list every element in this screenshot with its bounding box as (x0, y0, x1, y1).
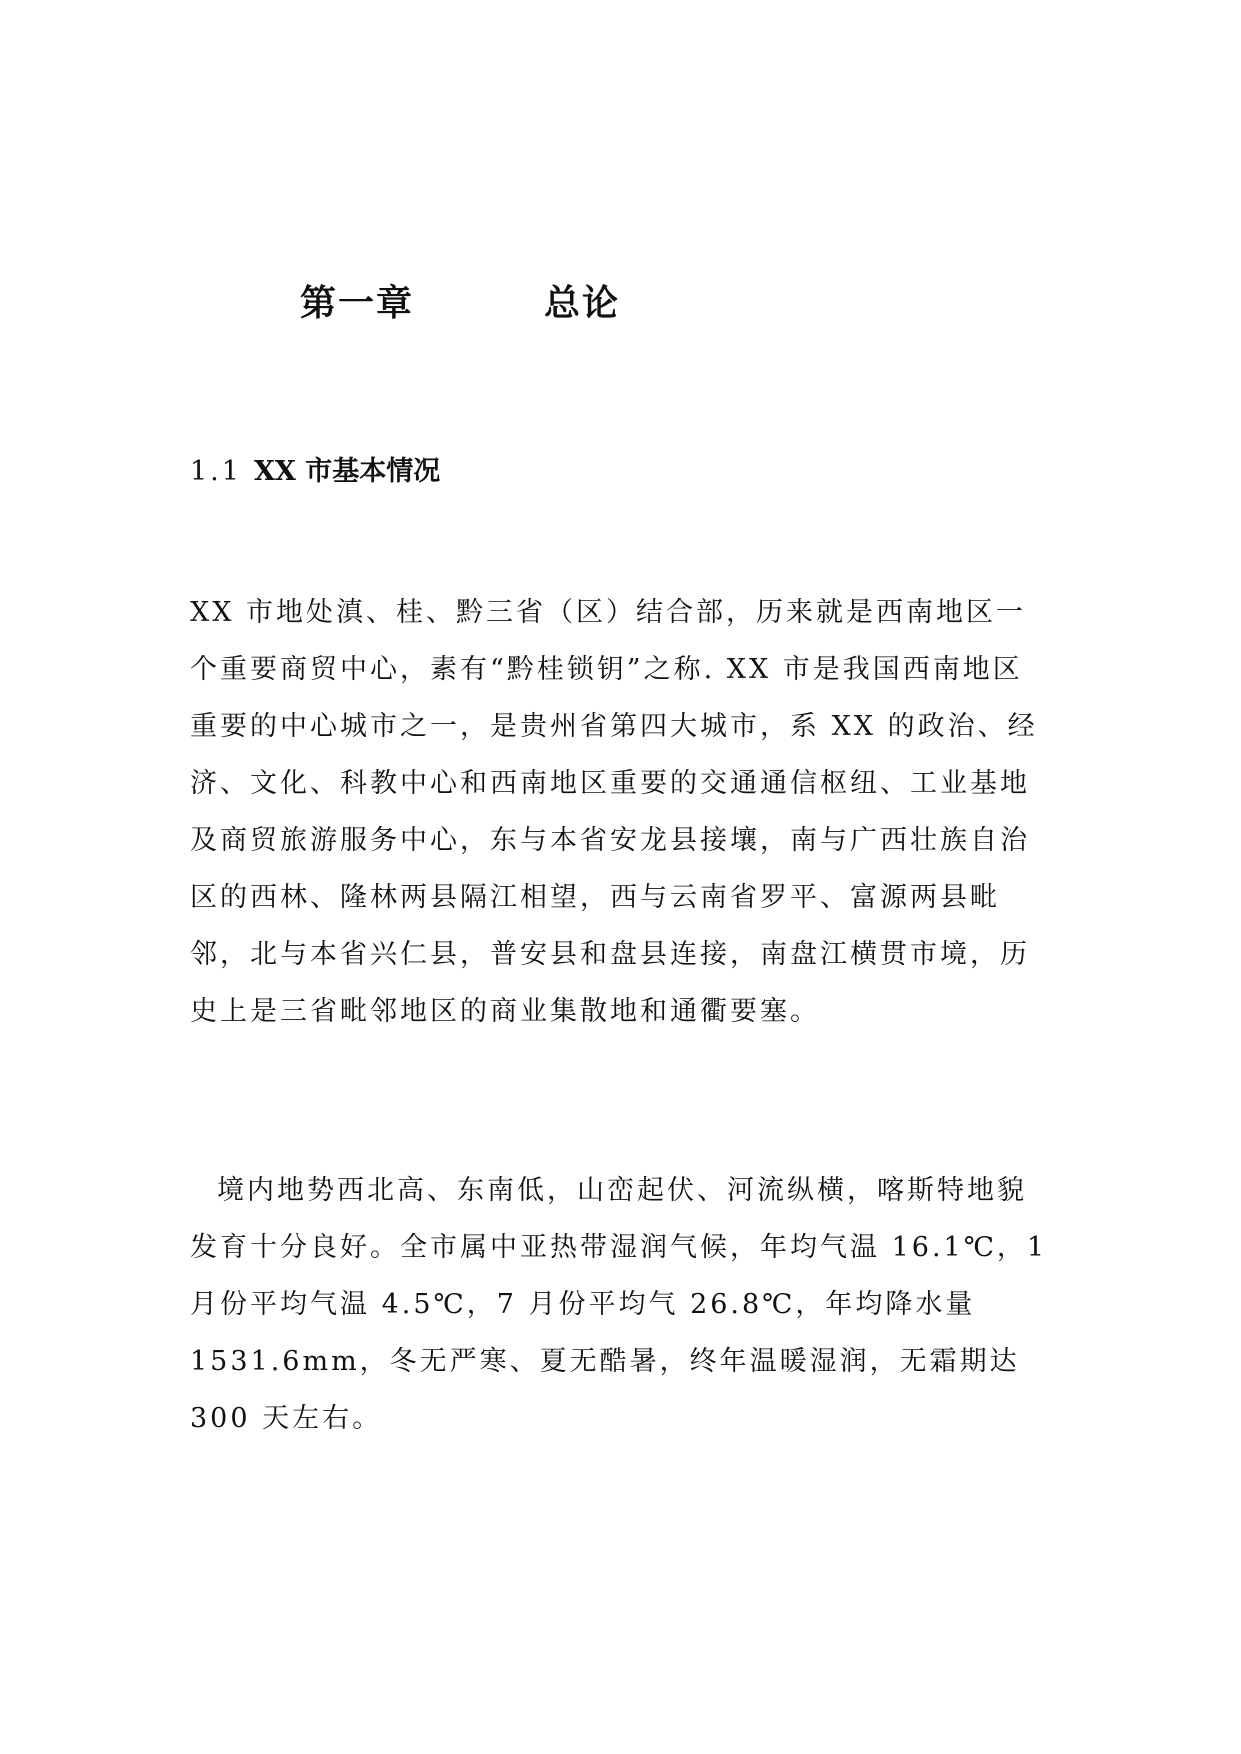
chapter-name: 总论 (544, 282, 621, 324)
chapter-title (300, 282, 621, 324)
section-title: XX 市基本情况 (253, 456, 441, 487)
chapter-number: 第一章 (300, 282, 415, 324)
section-number: 1.1 (190, 456, 242, 487)
paragraph-geography-climate: 境内地势西北高、东南低，山峦起伏、河流纵横，喀斯特地貌发育十分良好。全市属中亚热带湿润气候，年均气温 16.1℃，1 月份平均气温 4.5℃，7 月份平均气 26.8℃，年均降水量 1531.6mm，冬无严寒、夏无酷暑，终年温暖湿润，无霜期达 300 天左右。 (190, 1175, 1048, 1434)
section-heading (190, 458, 440, 485)
paragraph-overview: XX 市地处滇、桂、黔三省（区）结合部，历来就是西南地区一个重要商贸中心，素有“黔桂锁钥”之称. XX 市是我国西南地区重要的中心城市之一，是贵州省第四大城市，系 XX 的政治、经济、文化、科教中心和西南地区重要的交通通信枢纽、工业基地及商贸旅游服务中心，东与本省安龙县接壤，南与广西壮族自治区的西林、隆林两县隔江相望，西与云南省罗平、富源两县毗邻，北与本省兴仁县，普安县和盘县连接，南盘江横贯市境，历史上是三省毗邻地区的商业集散地和通衢要塞。 (190, 597, 1038, 1027)
